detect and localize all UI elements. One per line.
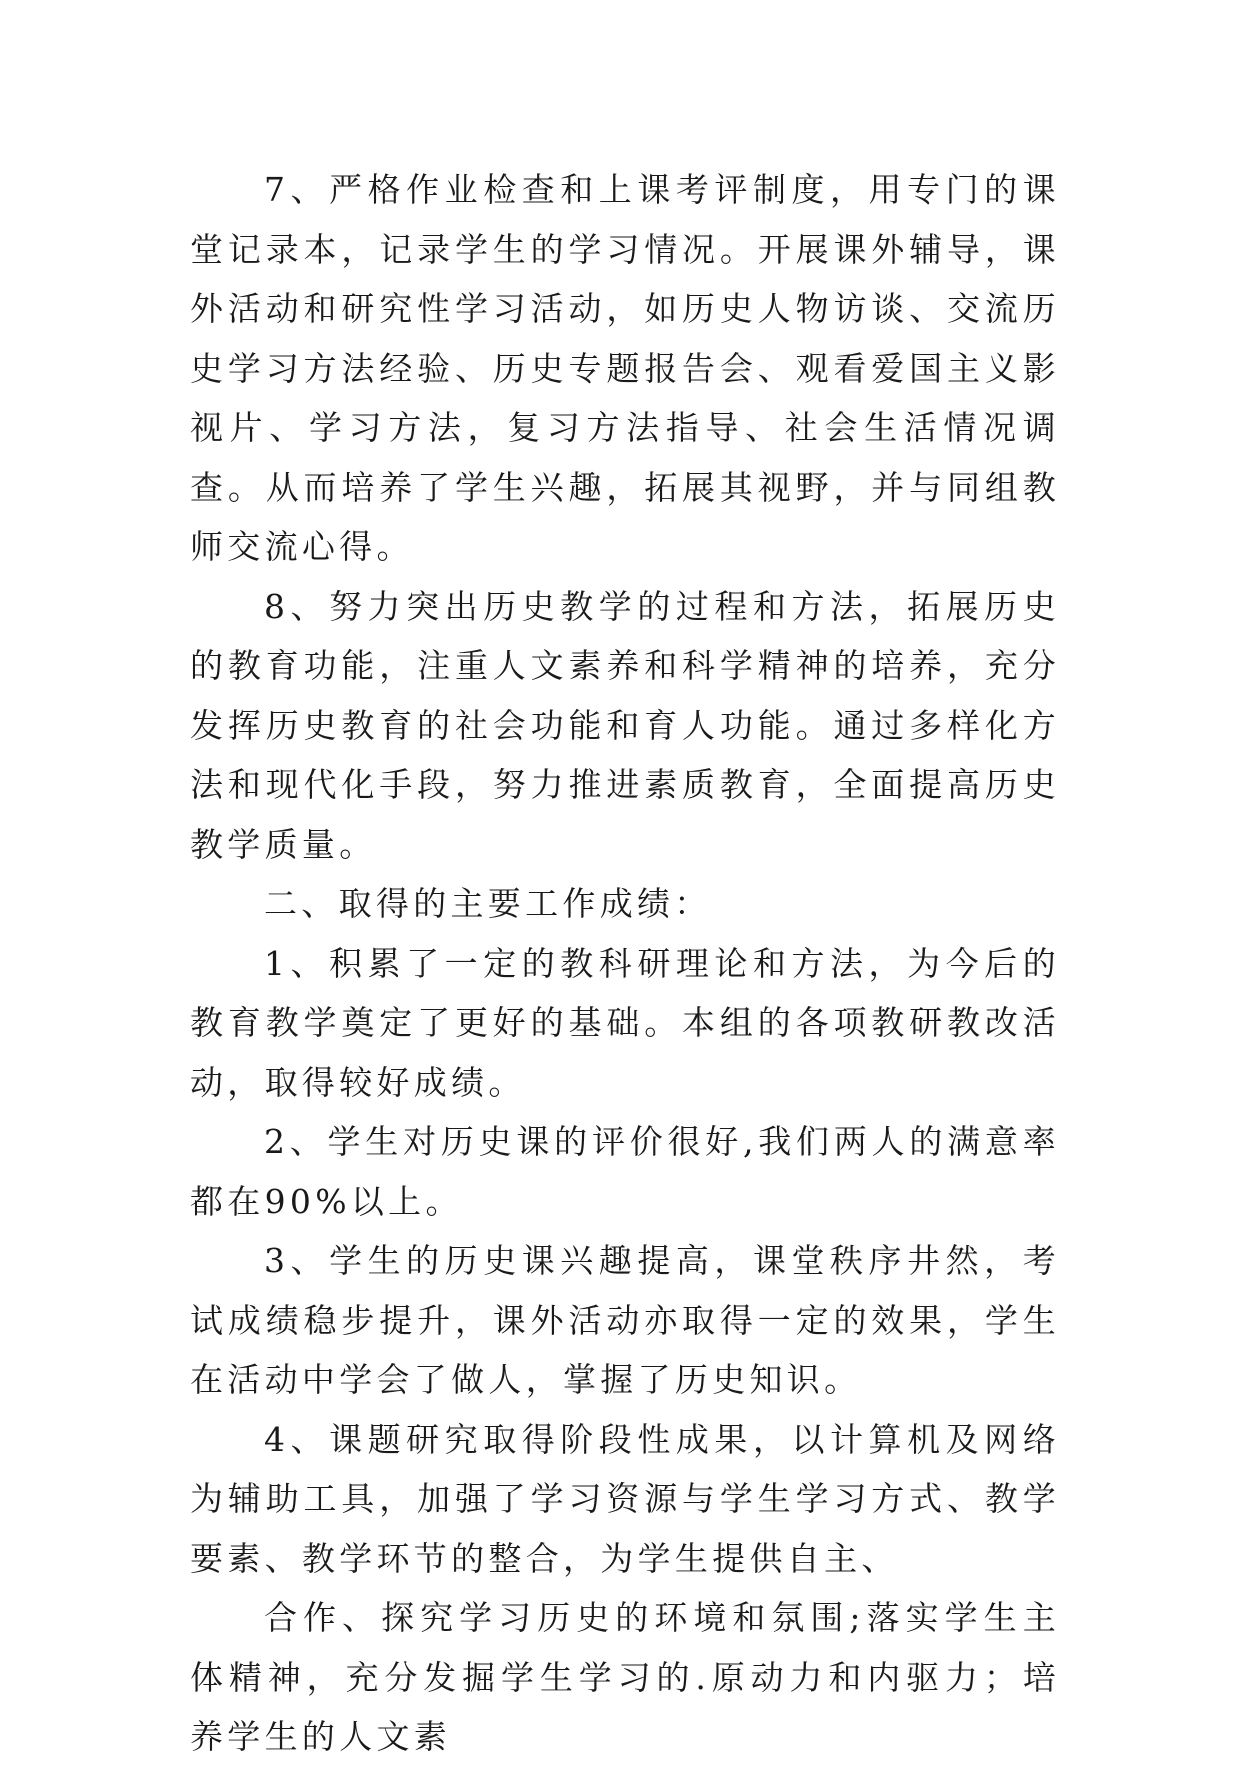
paragraph-achievement-1: 1、积累了一定的教科研理论和方法，为今后的教育教学奠定了更好的基础。本组的各项教研教改活动，取得较好成绩。: [190, 943, 1060, 1102]
paragraph-achievement-2: 2、学生对历史课的评价很好,我们两人的满意率都在90%以上。: [190, 1122, 1060, 1221]
section-heading-achievements: 二、取得的主要工作成绩：: [264, 884, 712, 923]
paragraph-item-8: 8、努力突出历史教学的过程和方法，拓展历史的教育功能，注重人文素养和科学精神的培养，充分发挥历史教育的社会功能和育人功能。通过多样化方法和现代化手段，努力推进素质教育，全面提高历史教学质量。: [190, 586, 1060, 864]
paragraph-item-7: 7、严格作业检查和上课考评制度，用专门的课堂记录本，记录学生的学习情况。开展课外辅导，课外活动和研究性学习活动，如历史人物访谈、交流历史学习方法经验、历史专题报告会、观看爱国主义影视片、学习方法，复习方法指导、社会生活情况调查。从而培养了学生兴趣，拓展其视野，并与同组教师交流心得。: [190, 170, 1060, 566]
paragraph-achievement-4: 4、课题研究取得阶段性成果，以计算机及网络为辅助工具，加强了学习资源与学生学习方式、教学要素、教学环节的整合，为学生提供自主、: [190, 1419, 1060, 1578]
paragraph-achievement-3: 3、学生的历史课兴趣提高，课堂秩序井然，考试成绩稳步提升，课外活动亦取得一定的效果，学生在活动中学会了做人，掌握了历史知识。: [190, 1241, 1060, 1399]
document-body: [190, 160, 1060, 1767]
paragraph-achievement-4-continued: 合作、探究学习历史的环境和氛围;落实学生主体精神，充分发掘学生学习的.原动力和内驱力；培养学生的人文素: [190, 1598, 1060, 1756]
